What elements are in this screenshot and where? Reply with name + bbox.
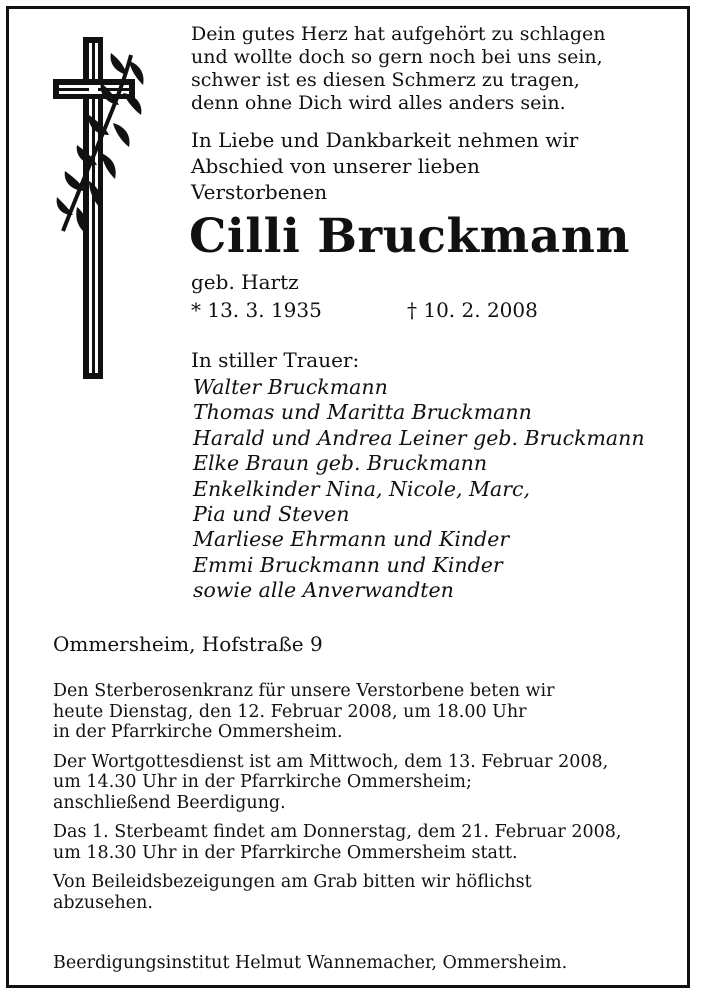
death-date: † 10. 2. 2008	[407, 298, 538, 322]
mourner-name: Enkelkinder Nina, Nicole, Marc,	[193, 476, 531, 501]
notice-rosary: Den Sterberosenkranz für unsere Verstorbene beten wir heute Dienstag, den 12. Februar 2008, um 18.00 Uhr in der Pfarrkirche Ommersheim.	[53, 681, 555, 742]
obituary-frame	[6, 6, 690, 988]
mourner-name: Walter Bruckmann	[193, 375, 388, 399]
maiden-name: geb. Hartz	[191, 270, 299, 294]
notice-service: Der Wortgottesdienst ist am Mittwoch, dem 13. Februar 2008, um 14.30 Uhr in der Pfarrkirche Ommersheim; anschließend Beerdigung.	[53, 751, 609, 813]
mourning-label: In stiller Trauer:	[191, 348, 360, 372]
mourner-name: Marliese Ehrmann und Kinder	[193, 527, 510, 552]
memorial-poem: Dein gutes Herz hat aufgehört zu schlagen und wollte doch so gern noch bei uns sein, schwer ist es diesen Schmerz zu tragen, denn ohne Dich wird alles anders sein.	[191, 23, 606, 114]
mourner-name: Pia und Steven	[193, 502, 350, 527]
funeral-home: Beerdigungsinstitut Helmut Wannemacher, Ommersheim.	[53, 953, 568, 973]
cross-with-palm-branch-icon	[49, 31, 149, 381]
farewell-intro: In Liebe und Dankbarkeit nehmen wir Abschied von unserer lieben Verstorbenen	[191, 128, 579, 204]
family-address: Ommersheim, Hofstraße 9	[53, 632, 323, 656]
mourner-name: Emmi Bruckmann und Kinder	[193, 552, 503, 577]
mourner-name: sowie alle Anverwandten	[193, 578, 454, 603]
notice-requiem: Das 1. Sterbeamt findet am Donnerstag, dem 21. Februar 2008, um 18.30 Uhr in der Pfarrkirche Ommersheim statt.	[53, 822, 622, 863]
service-notices	[53, 681, 683, 922]
notice-condolences: Von Beileidsbezeigungen am Grab bitten wir höflichst abzusehen.	[53, 872, 532, 913]
mourner-name: Thomas und Maritta Bruckmann	[193, 400, 532, 425]
mourner-name: Elke Braun geb. Bruckmann	[193, 451, 488, 476]
deceased-name: Cilli Bruckmann	[189, 209, 631, 264]
birth-date: * 13. 3. 1935	[191, 298, 322, 322]
mourners-list	[193, 375, 693, 604]
mourner-name: Harald und Andrea Leiner geb. Bruckmann	[193, 425, 645, 450]
